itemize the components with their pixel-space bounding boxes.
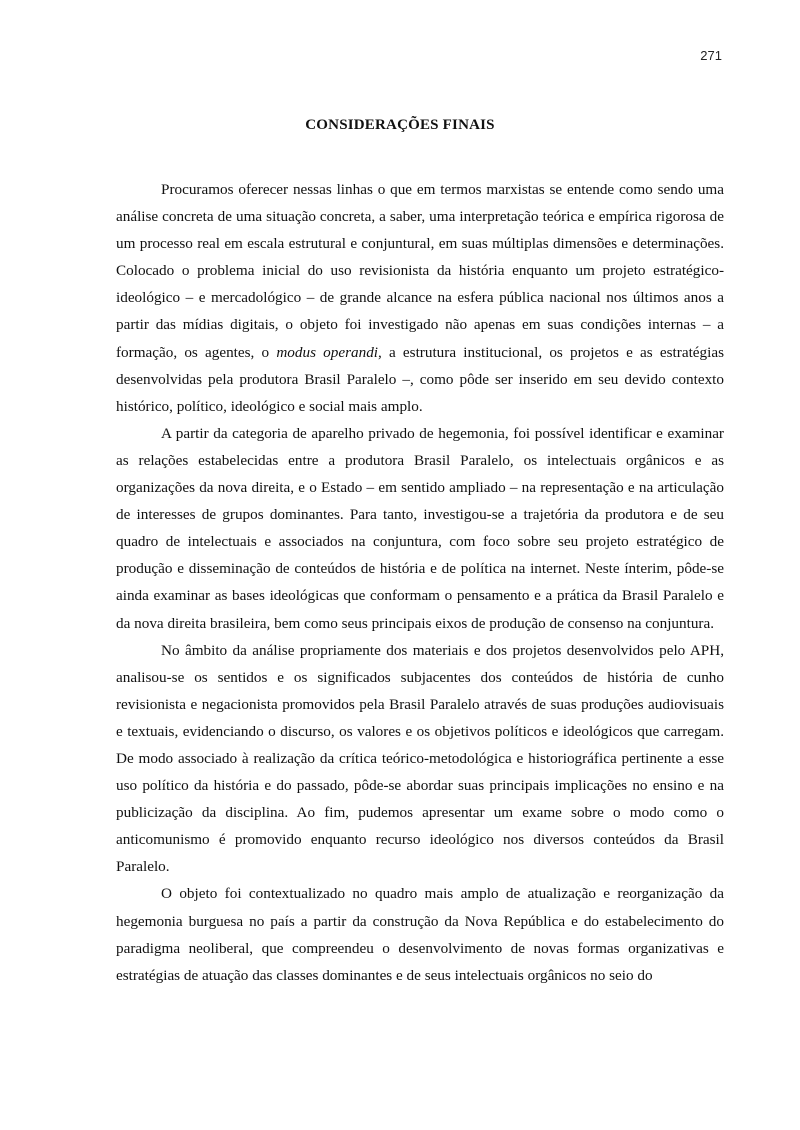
paragraph-1	[116, 176, 724, 420]
paragraph-1-italic-term: modus operandi	[276, 343, 379, 361]
page-number: 271	[700, 48, 722, 63]
body-text	[116, 176, 724, 989]
paragraph-3: No âmbito da análise propriamente dos materiais e dos projetos desenvolvidos pelo APH, analisou-se os sentidos e os significados subjacentes dos conteúdos de história de cunho revisionista e negacionista promovidos pela Brasil Paralelo através de suas produções audiovisuais e textuais, evidenciando o discurso, os valores e os objetivos políticos e ideológicos que carregam. De modo associado à realização da crítica teórico-metodológica e historiográfica pertinente a esse uso político da história e do passado, pôde-se abordar suas principais implicações no ensino e na publicização da disciplina. Ao fim, pudemos apresentar um exame sobre o modo como o anticomunismo é promovido enquanto recurso ideológico nos diversos conteúdos da Brasil Paralelo.	[116, 641, 724, 876]
paragraph-2: A partir da categoria de aparelho privado de hegemonia, foi possível identificar e examinar as relações estabelecidas entre a produtora Brasil Paralelo, os intelectuais orgânicos e as organizações da nova direita, e o Estado – em sentido ampliado – na representação e na articulação de interesses de grupos dominantes. Para tanto, investigou-se a trajetória da produtora e de seu quadro de intelectuais e associados na conjuntura, com foco sobre seu projeto estratégico de produção e disseminação de conteúdos de história e de política na internet. Neste ínterim, pôde-se ainda examinar as bases ideológicas que conformam o pensamento e a prática da Brasil Paralelo e da nova direita brasileira, bem como seus principais eixos de produção de consenso na conjuntura.	[116, 424, 724, 632]
paragraph-4: O objeto foi contextualizado no quadro mais amplo de atualização e reorganização da hegemonia burguesa no país a partir da construção da Nova República e do estabelecimento do paradigma neoliberal, que compreendeu o desenvolvimento de novas formas organizativas e estratégias de atuação das classes dominantes e de seus intelectuais orgânicos no seio do	[116, 885, 724, 984]
paragraph-1-text-end: , a estrutura institucional, os projetos e as estratégias desenvolvidas pela produtora Brasil Paralelo –, como pôde ser inserido em seu devido contexto histórico, político, ideológico e social mais amplo.	[116, 343, 724, 415]
page-title: CONSIDERAÇÕES FINAIS	[305, 117, 495, 133]
paragraph-1-text-start: Procuramos oferecer nessas linhas o que em termos marxistas se entende como sendo uma análise concreta de uma situação concreta, a saber, uma interpretação teórica e empírica rigorosa de um processo real em escala estrutural e conjuntural, em suas múltiplas dimensões e determinações. Colocado o problema inicial do uso revisionista da história enquanto um projeto estratégico-ideológico – e mercadológico – de grande alcance na esfera pública nacional nos últimos anos a partir das mídias digitais, o objeto foi investigado não apenas em suas condições internas – a formação, os agentes, o	[116, 181, 724, 361]
